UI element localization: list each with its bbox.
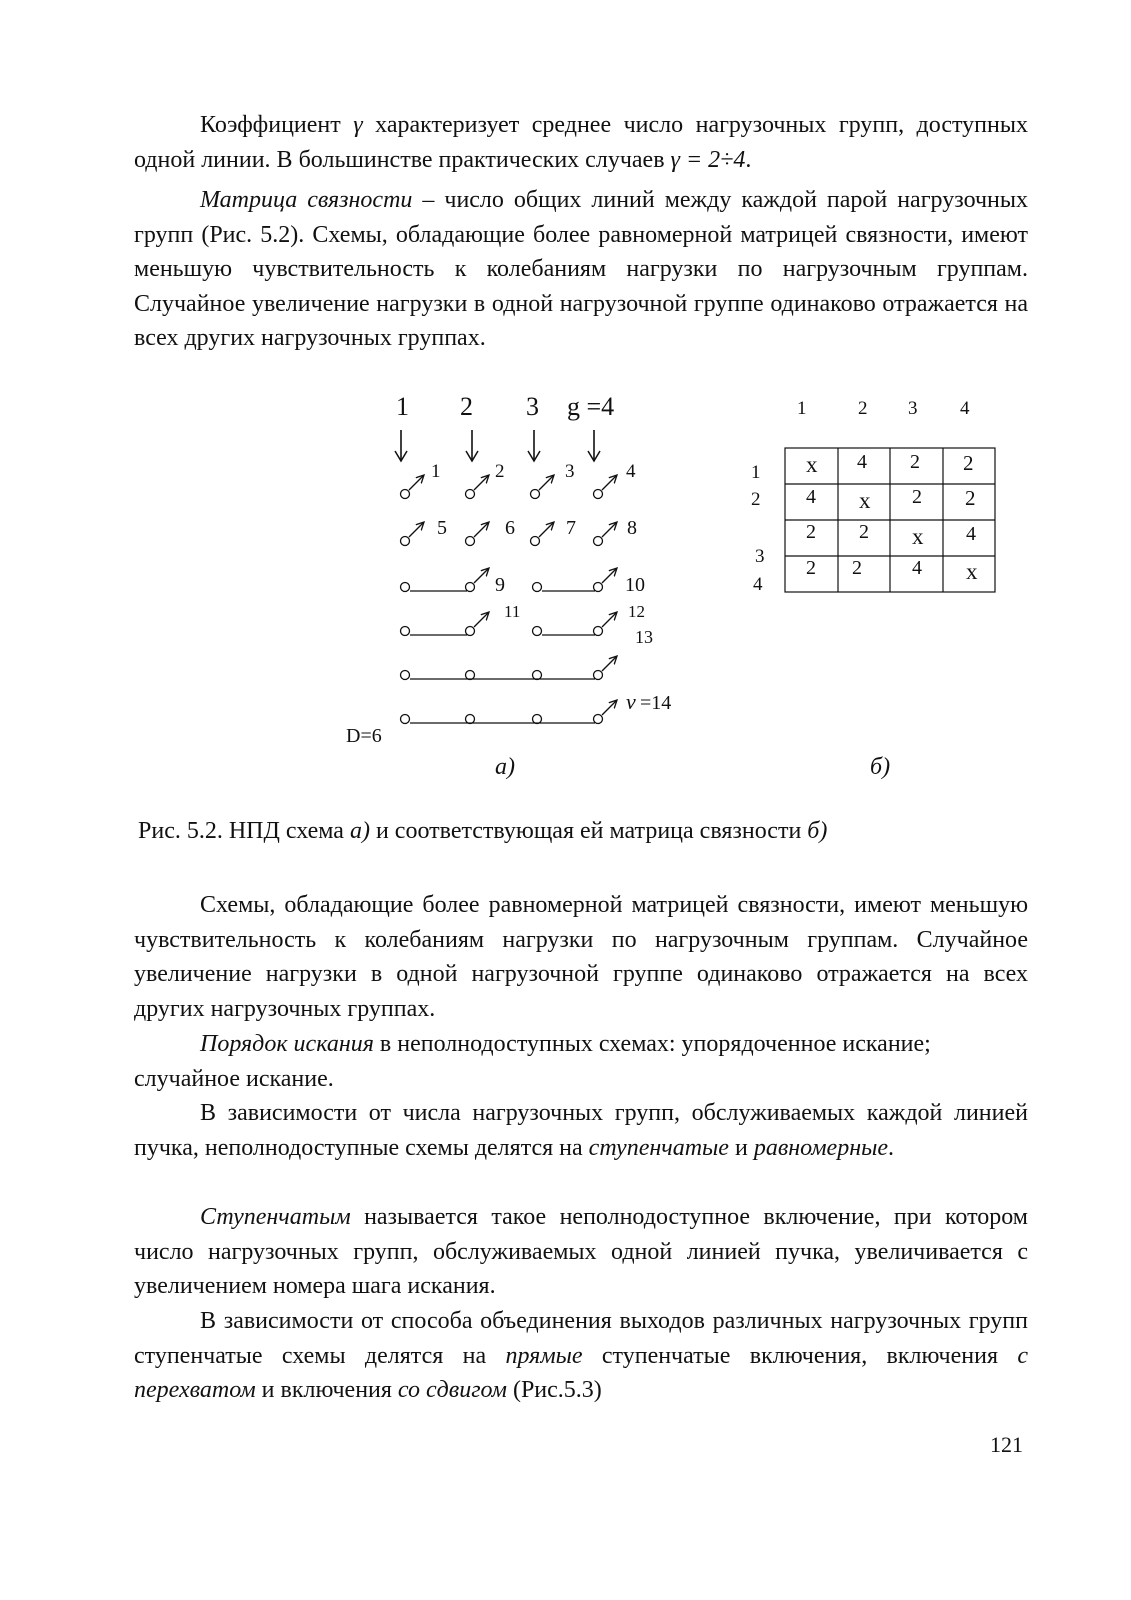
gamma-range: γ = 2÷4 [670,146,746,173]
text-span: случайное искание. [134,1065,334,1092]
page-number: 121 [990,1432,1023,1457]
term-stepped: ступенчатые [588,1134,729,1161]
connectivity-matrix [751,398,995,780]
matrix-cell: 4 [857,451,867,473]
matrix-row-header-1: 1 [751,462,761,483]
load-arrows [401,430,594,461]
matrix-cell: 2 [912,486,922,508]
matrix-cell: 2 [806,557,816,579]
matrix-cell: 4 [806,486,816,508]
figure-a-label: а) [495,754,515,780]
paragraph-stepped-definition [134,1200,1028,1304]
text-span: В зависимости от числа нагрузочных групп, обслуживаемых каждой линией пучка, неполнодоступные схемы делятся на [134,1100,1028,1161]
paragraph-scheme-types [134,1096,1028,1165]
text-span: в неполнодоступных схемах: упорядоченное искание; [373,1031,931,1057]
text-span: и соответствующая ей матрица связности [369,818,808,844]
text-span: и включения [255,1377,398,1404]
figure-b-label: б) [870,754,891,780]
paragraph-stepped-types [134,1304,1028,1408]
point-number-1: 1 [431,461,441,482]
text-span: характеризует среднее число нагрузочных групп, доступных одной линии. В большинстве практических случаев [134,112,1028,173]
term-uniform: равномерные [753,1134,889,1161]
point-number-10: 10 [625,574,645,596]
matrix-col-header-2: 2 [858,398,868,419]
switch-contacts [401,475,618,724]
matrix-row-header-3: 3 [755,546,765,567]
v-symbol: v [626,689,636,714]
point-number-13: 13 [635,627,653,647]
point-number-12: 12 [628,602,645,621]
matrix-cell: x [859,488,871,513]
contact-numbers [431,461,671,714]
text-span: и [728,1134,754,1161]
contact-10 [533,568,618,592]
term-connectivity-matrix: Матрица связности [200,187,413,213]
matrix-column-headers [797,398,970,419]
text-span: называется такое неполнодоступное включение, при котором число нагрузочных групп, обслуживаемых одной линией пучка, увеличивается с увеличением номера шага искания. [134,1204,1028,1300]
scheme-a [346,392,671,780]
matrix-cell: x [912,524,924,549]
point-number-8: 8 [627,517,637,539]
contact-5 [401,522,425,546]
matrix-cell: 4 [912,557,922,579]
matrix-cell: 4 [966,523,976,545]
matrix-cell: 2 [910,451,920,473]
text-span: . [745,146,752,173]
matrix-row-headers [751,462,765,595]
term-direct: прямые [505,1342,583,1369]
paragraph-uniform-schemes: Схемы, обладающие более равномерной матрицей связности, имеют меньшую чувствительность к колебаниям нагрузки по нагрузочным группам. Случайное увеличение нагрузки в одной нагрузочной группе одинаково отражается на всех других нагрузочных группах. [134,892,1028,1022]
contact-9 [401,568,490,592]
term-intercept: с перехватом [134,1342,1028,1404]
matrix-cell: 2 [806,521,816,543]
term-stepped-def: Ступенчатым [200,1204,351,1230]
contact-13 [401,656,618,680]
term-search-order: Порядок искания [200,1031,374,1057]
gamma-symbol: γ [353,112,363,138]
matrix-row-header-2: 2 [751,489,761,510]
matrix-col-header-4: 4 [960,398,970,419]
contact-6 [466,522,490,546]
contact-8 [594,522,618,546]
point-number-4: 4 [626,461,636,482]
matrix-cell: 2 [852,557,862,579]
point-number-5: 5 [437,517,447,539]
matrix-cell: 2 [963,451,974,475]
text-span: ступенчатые включения, включения [582,1342,1018,1369]
group-label-3: 3 [526,392,539,421]
point-number-7: 7 [566,517,576,539]
group-label-2: 2 [460,392,473,421]
caption-label-a: а) [349,818,370,844]
point-number-6: 6 [505,517,515,539]
matrix-cell: 2 [965,486,976,510]
matrix-cell: 2 [859,521,869,543]
matrix-cell: x [966,559,978,584]
matrix-cell: x [806,452,818,477]
text-span: Коэффициент [200,112,354,138]
contact-2 [466,475,490,499]
v-value: =14 [640,692,672,714]
contact-4 [594,475,618,499]
contact-1 [401,475,425,499]
term-shift: со сдвигом [397,1377,507,1404]
contact-12 [533,612,618,636]
group-label-1: 1 [396,392,409,421]
figure-caption [138,818,827,845]
group-labels [396,392,614,421]
matrix-cells [806,451,978,584]
text-span: – число общих линий между каждой парой нагрузочных групп (Рис. 5.2). Схемы, обладающие более равномерной матрицей связности, имеют меньшую чувствительность к колебаниям нагрузки по нагрузочным группам. Случайное увеличение нагрузки в одной нагрузочной группе одинаково отражается на всех других нагрузочных группах. [134,187,1028,352]
caption-label-b: б) [807,818,828,844]
text-span: . [888,1134,895,1161]
point-number-11: 11 [504,602,521,621]
paragraph-search-order [134,1027,1028,1096]
point-number-9: 9 [495,574,505,596]
text-span: (Рис.5.3) [506,1377,602,1404]
group-label-4: g =4 [567,392,615,421]
contact-7 [531,522,555,546]
contact-3 [531,475,555,499]
contact-14 [401,700,618,724]
contact-11 [401,612,490,636]
text-span: В зависимости от способа объединения выходов различных нагрузочных групп ступенчатые схемы делятся на [134,1308,1028,1369]
point-number-3: 3 [565,461,575,482]
matrix-row-header-4: 4 [753,574,763,595]
d-label: D=6 [346,725,382,747]
matrix-col-header-3: 3 [908,398,918,419]
matrix-col-header-1: 1 [797,398,807,419]
point-number-2: 2 [495,461,505,482]
text-span: Рис. 5.2. НПД схема [138,818,350,844]
